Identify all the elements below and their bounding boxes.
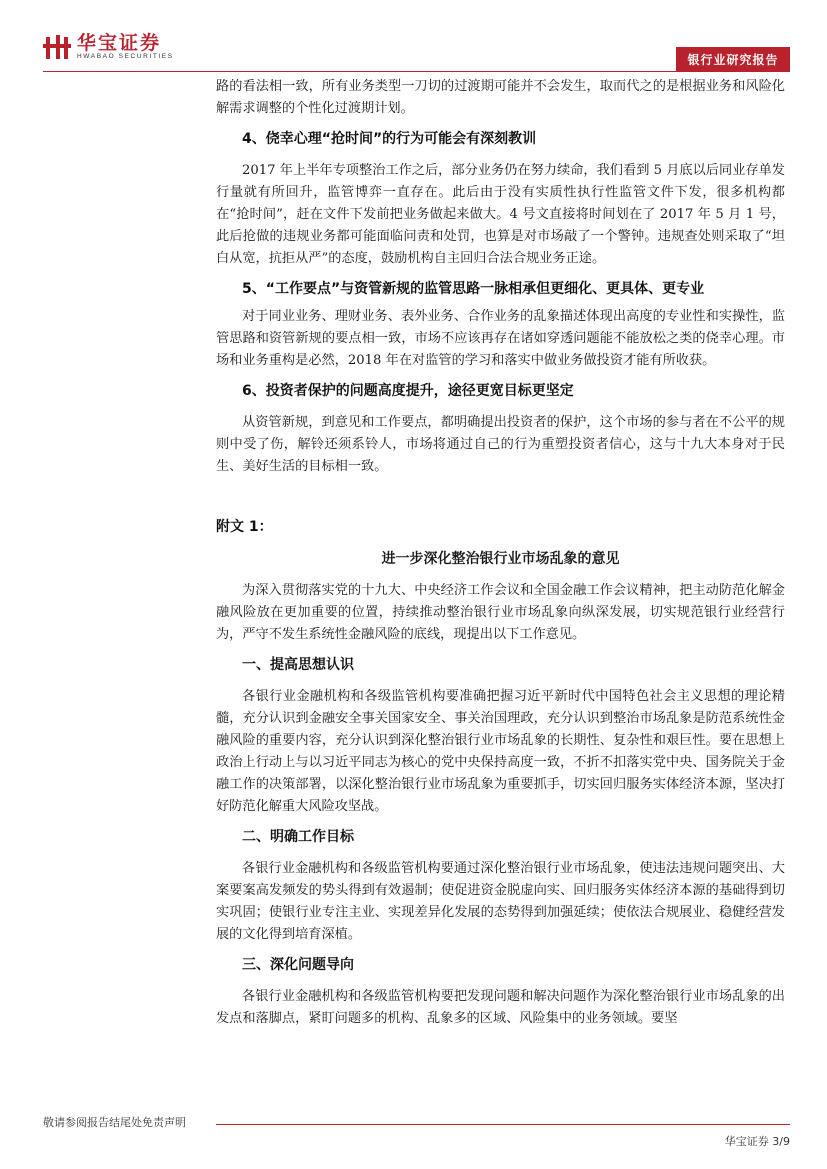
page-number: 华宝证券 3/9 xyxy=(724,1135,790,1148)
paragraph-6: 从资管新规，到意见和工作要点，都明确提出投资者的保护，这个市场的参与者在不公平的规则中受了伤，解铃还须系铃人，市场将通过自己的行为重塑投资者信心，这与十九大本身对于民生、美好生活的目标相一致。 xyxy=(216,415,785,474)
footer-divider xyxy=(216,1124,790,1125)
paragraph-4: 2017 年上半年专项整治工作之后，部分业务仍在努力续命，我们看到 5 月底以后同业存单发行量就有所回升，监管博弈一直存在。此后由于没有实质性执行性监管文件下发，很多机构都在“抢时间”，赶在文件下发前把业务做起来做大。4 号文直接将时间划在了 2017 年 5 月 1 号，此后抢做的违规业务都可能面临问责和处罚，也算是对市场敲了一个警钟。违规查处则采取了“坦白从宽，抗拒从严”的态度，鼓励机构自主回归合法合规业务正途。 xyxy=(216,163,785,266)
section-heading-4: 4、侥幸心理“抢时间”的行为可能会有深刻教训 xyxy=(242,131,537,147)
paragraph-5: 对于同业业务、理财业务、表外业务、合作业务的乱象描述体现出高度的专业性和实操性，监管思路和资管新规的要点相一致，市场不应该再存在诸如穿透问题能不能放松之类的侥幸心理。市场和业务重构是必然，2018 年在对监管的学习和落实中做业务做投资才能有所收获。 xyxy=(216,309,785,368)
appendix-intro: 为深入贯彻落实党的十九大、中央经济工作会议和全国金融工作会议精神，把主动防范化解金融风险放在更加重要的位置，持续推动整治银行业市场乱象向纵深发展，切实规范银行业经营行为，严守不发生系统性金融风险的底线，现提出以下工作意见。 xyxy=(216,583,785,642)
appendix-title: 进一步深化整治银行业市场乱象的意见 xyxy=(381,551,620,567)
page-header xyxy=(0,0,827,75)
logo-en-text: HWABAO SECURITIES xyxy=(77,53,174,60)
section-heading-6: 6、投资者保护的问题高度提升，途径更宽目标更坚定 xyxy=(242,383,574,399)
report-category-badge: 银行业研究报告 xyxy=(676,47,790,71)
logo-cn-text: 华宝证券 xyxy=(77,32,162,54)
appendix-label: 附文 1： xyxy=(216,519,273,535)
paragraph-continued: 路的看法相一致，所有业务类型一刀切的过渡期可能并不会发生，取而代之的是根据业务和风险化解需求调整的个性化过渡期计划。 xyxy=(216,79,785,116)
disclaimer-note: 敬请参阅报告结尾处免责声明 xyxy=(43,1116,186,1129)
company-logo xyxy=(43,33,174,61)
report-body xyxy=(216,76,785,1030)
appendix-heading-2: 二、明确工作目标 xyxy=(242,829,354,845)
appendix-heading-1: 一、提高思想认识 xyxy=(242,657,354,673)
appendix-paragraph-3: 各银行业金融机构和各级监管机构要把发现问题和解决问题作为深化整治银行业市场乱象的出发点和落脚点，紧盯问题多的机构、乱象多的区域、风险集中的业务领域。要坚 xyxy=(216,989,785,1026)
section-heading-5: 5、“工作要点”与资管新规的监管思路一脉相承但更细化、更具体、更专业 xyxy=(242,281,705,297)
appendix-paragraph-1: 各银行业金融机构和各级监管机构要准确把握习近平新时代中国特色社会主义思想的理论精髓，充分认识到金融安全事关国家安全、事关治国理政，充分认识到整治市场乱象是防范系统性金融风险的重要内容，充分认识到深化整治银行业市场乱象的长期性、复杂性和艰巨性。要在思想上政治上行动上与以习近平同志为核心的党中央保持高度一致，不折不扣落实党中央、国务院关于金融工作的决策部署，以深化整治银行业市场乱象为重要抓手，切实回归服务实体经济本源，坚决打好防范化解重大风险攻坚战。 xyxy=(216,689,785,814)
hwabao-logo-icon xyxy=(43,33,71,61)
header-divider xyxy=(43,71,790,72)
appendix-paragraph-2: 各银行业金融机构和各级监管机构要通过深化整治银行业市场乱象，使违法违规问题突出、大案要案高发频发的势头得到有效遏制；使促进资金脱虚向实、回归服务实体经济本源的基础得到切实巩固；使银行业专注主业、实现差异化发展的态势得到加强延续；使依法合规展业、稳健经营发展的文化得到培育深植。 xyxy=(216,861,785,942)
appendix-heading-3: 三、深化问题导向 xyxy=(242,957,354,973)
